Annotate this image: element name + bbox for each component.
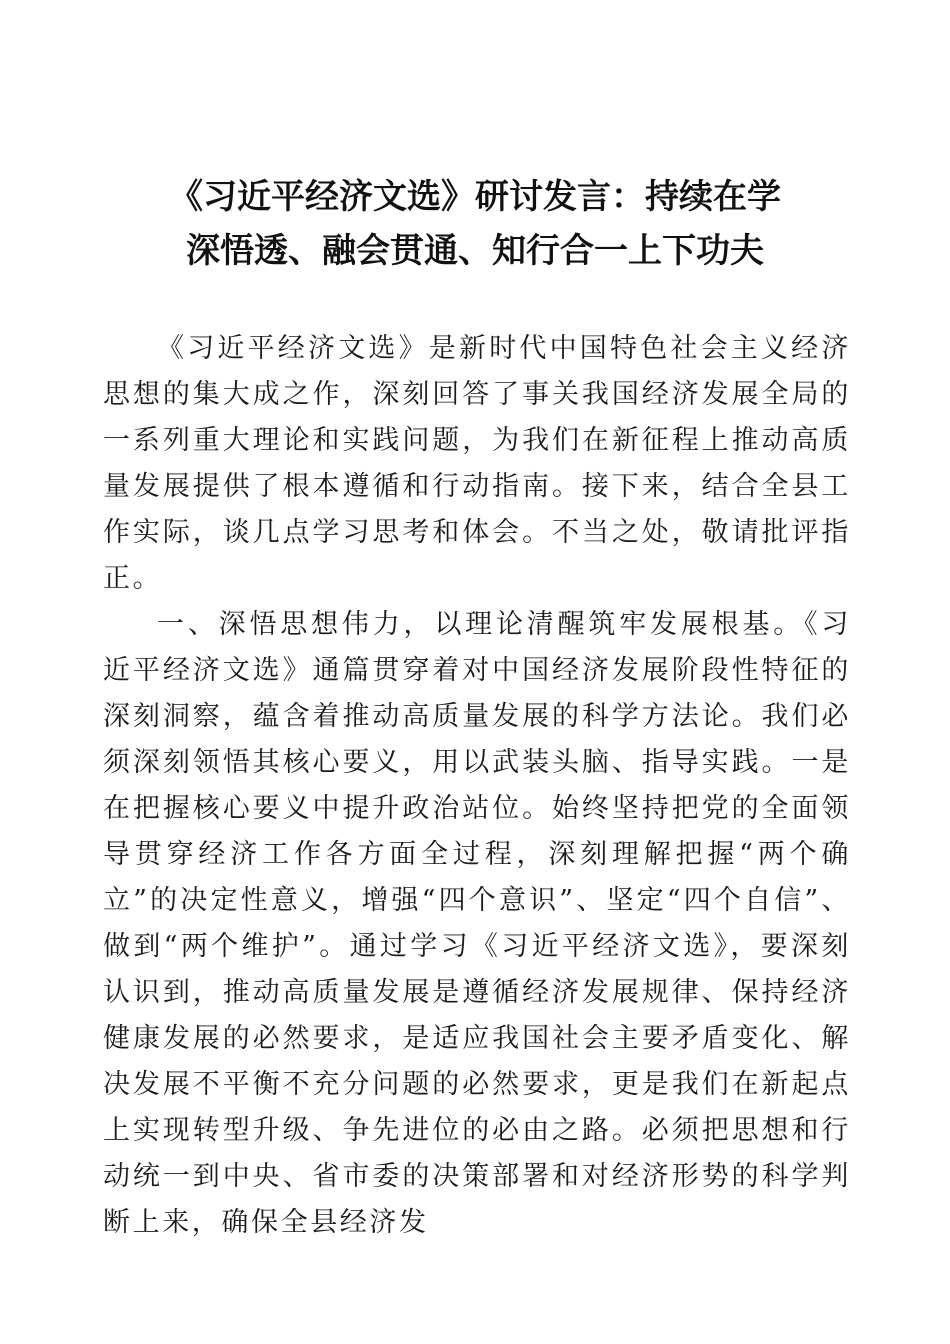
document-body — [103, 326, 851, 1246]
paragraph-section-one: 一、深悟思想伟力，以理论清醒筑牢发展根基。《习近平经济文选》通篇贯穿着对中国经济发展阶段性特征的深刻洞察，蕴含着推动高质量发展的科学方法论。我们必须深刻领悟其核心要义，用以武装头脑、指导实践。一是在把握核心要义中提升政治站位。始终坚持把党的全面领导贯穿经济工作各方面全过程，深刻理解把握“两个确立”的决定性意义，增强“四个意识”、坚定“四个自信”、做到“两个维护”。通过学习《习近平经济文选》，要深刻认识到，推动高质量发展是遵循经济发展规律、保持经济健康发展的必然要求，是适应我国社会主要矛盾变化、解决发展不平衡不充分问题的必然要求，更是我们在新起点上实现转型升级、争先进位的必由之路。必须把思想和行动统一到中央、省市委的决策部署和对经济形势的科学判断上来，确保全县经济发 — [103, 609, 851, 1238]
title-line-2: 深悟透、融会贯通、知行合一上下功夫 — [186, 231, 764, 271]
document-title — [100, 170, 850, 278]
title-line-1: 《习近平经济文选》研讨发言：持续在学 — [169, 177, 781, 217]
paragraph-intro: 《习近平经济文选》是新时代中国特色社会主义经济思想的集大成之作，深刻回答了事关我国经济发展全局的一系列重大理论和实践问题，为我们在新征程上推动高质量发展提供了根本遵循和行动指南。接下来，结合全县工作实际，谈几点学习思考和体会。不当之处，敬请批评指正。 — [103, 333, 851, 594]
